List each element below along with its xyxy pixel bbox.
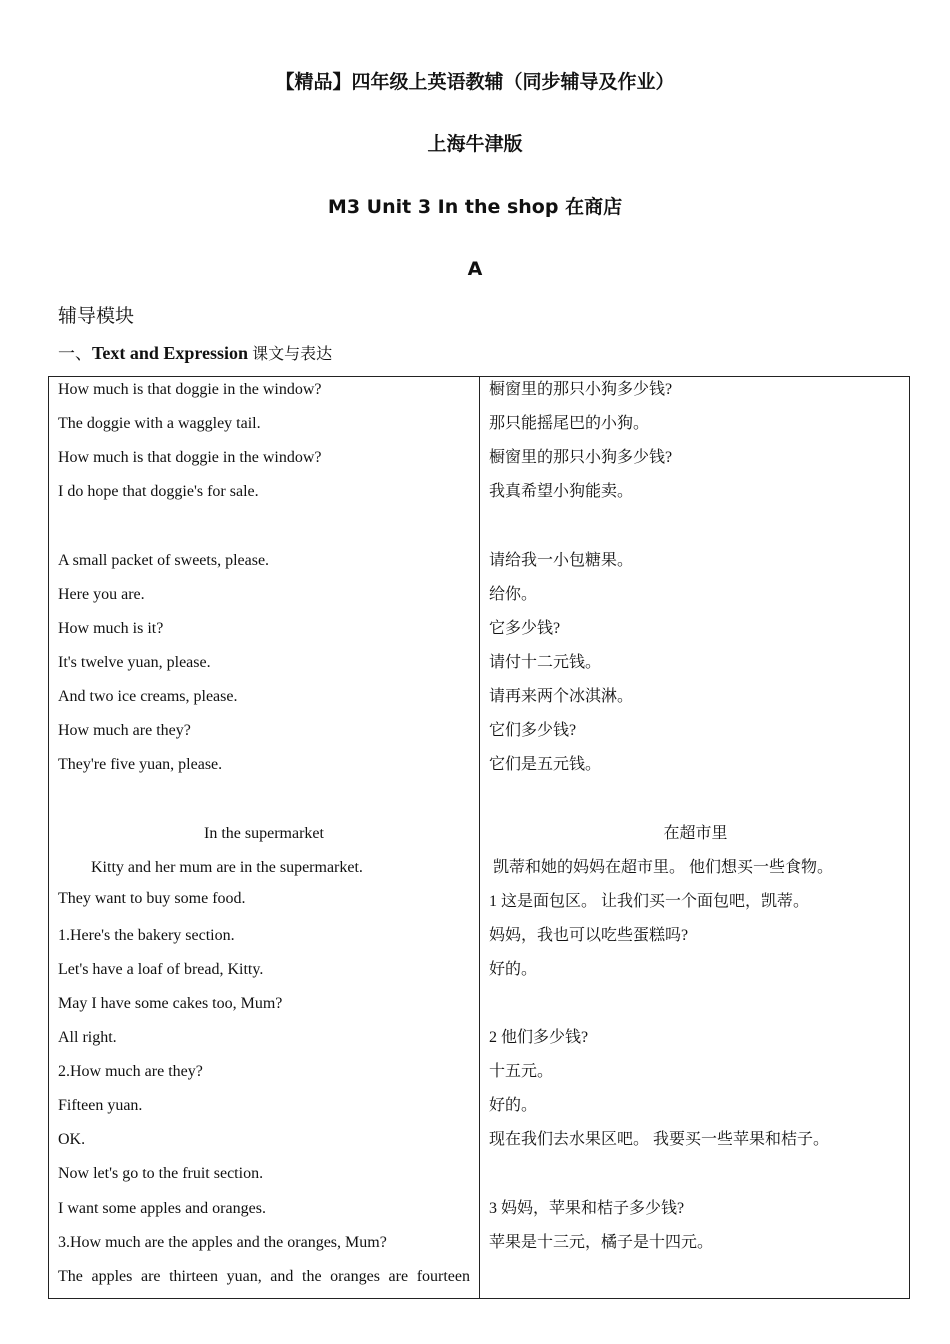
cn-line: 凯蒂和她的妈妈在超市里。 他们想买一些食物。 (493, 859, 834, 876)
edition-title: 上海牛津版 (427, 133, 523, 155)
en-line: I do hope that doggie's for sale. (58, 483, 259, 500)
en-line: How much is it? (58, 620, 164, 637)
en-line: How much is that doggie in the window? (58, 449, 322, 466)
cn-line: 请付十二元钱。 (489, 654, 602, 671)
en-line: All right. (58, 1029, 117, 1046)
cn-line: 它多少钱? (489, 620, 561, 637)
en-line: How much are they? (58, 722, 191, 739)
cn-line: 橱窗里的那只小狗多少钱? (489, 449, 673, 466)
cn-line: 现在我们去水果区吧。 我要买一些苹果和桔子。 (489, 1131, 830, 1148)
en-line: Now let's go to the fruit section. (58, 1165, 264, 1182)
cn-line: 3 妈妈，苹果和桔子多少钱? (489, 1200, 685, 1217)
en-line: They want to buy some food. (58, 890, 246, 907)
part-title: A (467, 258, 483, 280)
cn-line: 1 这是面包区。 让我们买一个面包吧，凯蒂。 (489, 893, 810, 910)
en-line: OK. (58, 1131, 86, 1148)
cn-line: 我真希望小狗能卖。 (489, 483, 634, 500)
document-title: 【精品】四年级上英语教辅（同步辅导及作业） (275, 71, 675, 93)
en-line: 2.How much are they? (58, 1063, 203, 1080)
cn-line: 十五元。 (489, 1063, 554, 1080)
cn-line: 橱窗里的那只小狗多少钱? (489, 381, 673, 398)
cn-line: 苹果是十三元，橘子是十四元。 (489, 1234, 714, 1251)
cn-line: 那只能摇尾巴的小狗。 (489, 415, 650, 432)
section-heading (58, 342, 332, 366)
en-line: Kitty and her mum are in the supermarket. (91, 859, 363, 876)
en-line: A small packet of sweets, please. (58, 552, 270, 569)
en-line: Let's have a loaf of bread, Kitty. (58, 961, 264, 978)
cn-line: 妈妈，我也可以吃些蛋糕吗? (489, 927, 689, 944)
cn-line: 2 他们多少钱? (489, 1029, 589, 1046)
text-expression-table (48, 376, 910, 1299)
section-name-en: Text and Expression (92, 343, 249, 363)
en-line: I want some apples and oranges. (58, 1200, 266, 1217)
en-line: They're five yuan, please. (58, 756, 223, 773)
en-line: It's twelve yuan, please. (58, 654, 211, 671)
cn-line: 它们多少钱? (489, 722, 577, 739)
cn-line: 它们是五元钱。 (489, 756, 602, 773)
unit-title: M3 Unit 3 In the shop 在商店 (327, 196, 623, 218)
cn-line: 好的。 (489, 1097, 538, 1114)
en-line: 1.Here's the bakery section. (58, 927, 235, 944)
en-line: Here you are. (58, 586, 145, 603)
en-line: May I have some cakes too, Mum? (58, 995, 283, 1012)
en-line: Fifteen yuan. (58, 1097, 143, 1114)
cn-line: 请再来两个冰淇淋。 (489, 688, 634, 705)
en-line: The doggie with a waggley tail. (58, 415, 261, 432)
cn-line: 给你。 (489, 586, 538, 603)
cn-line: 好的。 (489, 961, 538, 978)
cn-subtitle: 在超市里 (663, 825, 728, 842)
en-line: 3.How much are the apples and the oranges, Mum? (58, 1234, 387, 1251)
section-prefix: 一、 (58, 344, 92, 363)
module-label: 辅导模块 (58, 306, 135, 327)
section-name-cn: 课文与表达 (248, 346, 333, 363)
en-line: The apples are thirteen yuan, and the oranges are fourteen (58, 1268, 470, 1285)
en-line: How much is that doggie in the window? (58, 381, 322, 398)
en-line: And two ice creams, please. (58, 688, 238, 705)
cn-line: 请给我一小包糖果。 (489, 552, 634, 569)
en-subtitle: In the supermarket (204, 825, 324, 842)
